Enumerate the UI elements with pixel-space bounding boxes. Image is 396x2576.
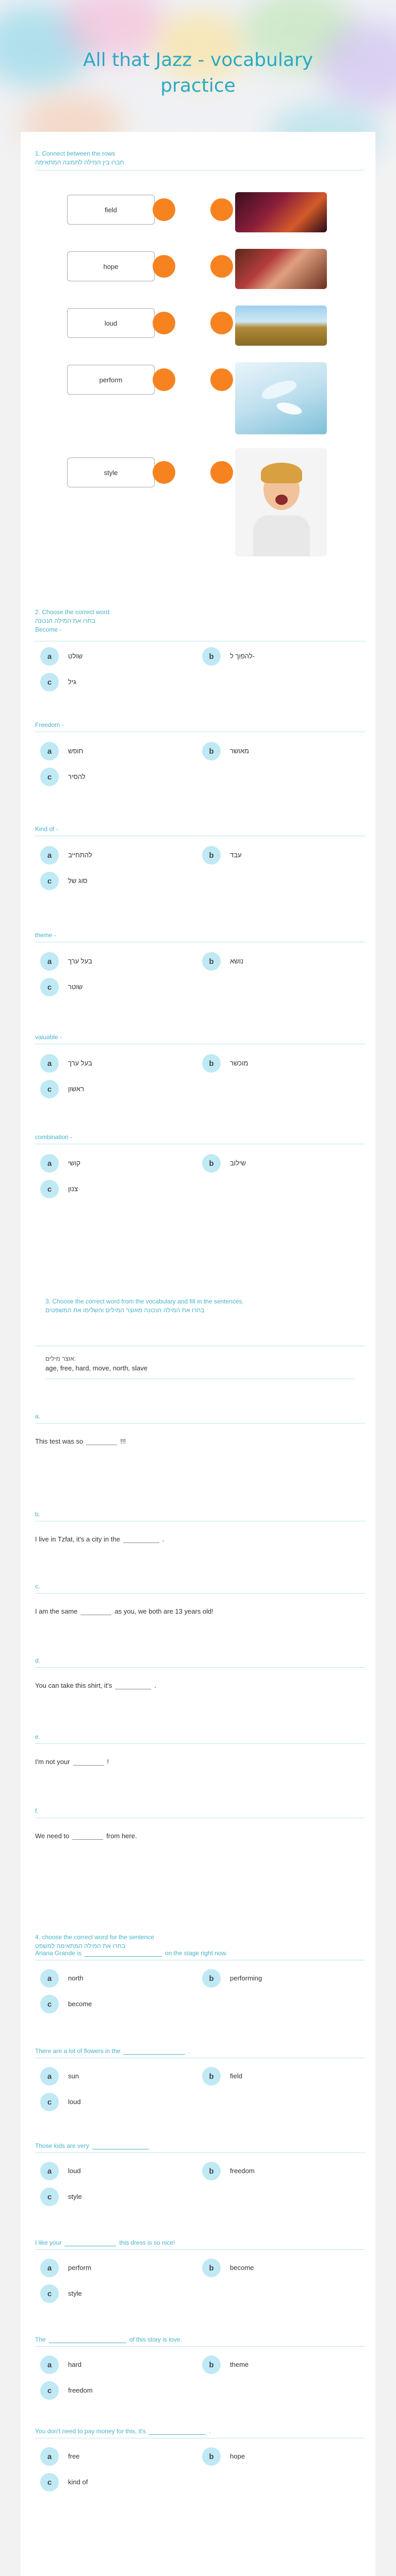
option-badge-b[interactable]: b xyxy=(202,846,221,865)
option-text[interactable]: style xyxy=(68,2193,82,2200)
match-word-field[interactable]: field xyxy=(67,195,155,225)
word-bank-label: אוצר מילים: xyxy=(45,1355,76,1362)
option-badge-b[interactable]: b xyxy=(202,1154,221,1173)
option-text[interactable]: חופש xyxy=(68,747,84,755)
option-badge-a[interactable]: a xyxy=(40,742,59,760)
option-text[interactable]: style xyxy=(68,2290,82,2297)
item-prompt: valuable - xyxy=(35,1033,62,1041)
option-badge-a[interactable]: a xyxy=(40,2447,59,2466)
option-badge-a[interactable]: a xyxy=(40,846,59,865)
match-dot-right[interactable] xyxy=(210,312,233,334)
image-shouting-boy xyxy=(235,448,327,556)
option-badge-c[interactable]: c xyxy=(40,2284,59,2303)
item-prompt: combination - xyxy=(35,1133,73,1141)
match-dot-left[interactable] xyxy=(153,461,175,484)
option-text[interactable]: field xyxy=(230,2072,242,2080)
option-badge-c[interactable]: c xyxy=(40,2093,59,2111)
item-prompt: theme - xyxy=(35,931,56,939)
option-text[interactable]: performing xyxy=(230,1974,262,1982)
option-badge-a[interactable]: a xyxy=(40,1054,59,1073)
image-dancers xyxy=(235,249,327,289)
option-badge-a[interactable]: a xyxy=(40,2259,59,2277)
option-text[interactable]: שוטר xyxy=(68,983,83,991)
option-text[interactable]: loud xyxy=(68,2167,81,2175)
select-sentence xyxy=(35,1950,227,1957)
option-text[interactable]: שילוב xyxy=(230,1159,246,1167)
select-sentence xyxy=(35,2047,190,2055)
section-4-question xyxy=(35,1933,365,1951)
select-sentence xyxy=(35,2336,182,2343)
divider xyxy=(35,2249,365,2250)
option-badge-b[interactable]: b xyxy=(202,2355,221,2374)
word-bank: age, free, hard, move, north, slave xyxy=(45,1364,147,1372)
divider xyxy=(35,1743,365,1744)
fill-blank[interactable] xyxy=(123,1536,159,1543)
sentence-end: from here. xyxy=(106,1832,137,1840)
option-badge-b[interactable]: b xyxy=(202,952,221,971)
sentence-end: of this story is love. xyxy=(129,2336,182,2343)
question-he: בחרו את המילה הנכונה xyxy=(35,617,96,624)
answer-blank xyxy=(149,2428,206,2435)
option-text[interactable]: מאושר xyxy=(230,747,249,755)
option-badge-c[interactable]: c xyxy=(40,2473,59,2492)
sentence-start: This test was so xyxy=(35,1437,84,1445)
option-badge-b[interactable]: b xyxy=(202,647,221,666)
option-text[interactable]: freedom xyxy=(68,2386,93,2394)
question-he: בחרו את המילה המתאימה למשפט xyxy=(35,1942,126,1950)
option-badge-b[interactable]: b xyxy=(202,2067,221,2086)
select-sentence xyxy=(35,2428,210,2435)
question-en: 1. Connect between the rows xyxy=(35,150,116,157)
option-text[interactable]: loud xyxy=(68,2098,81,2106)
answer-blank xyxy=(85,1950,162,1957)
item-prompt: Freedom - xyxy=(35,721,64,728)
sentence-start: You don't need to pay money for this, it's xyxy=(35,2428,146,2435)
item-prompt: Kind of - xyxy=(35,825,58,833)
divider xyxy=(35,170,365,171)
item-letter: e. xyxy=(35,1733,41,1740)
option-badge-a[interactable]: a xyxy=(40,2067,59,2086)
option-badge-c[interactable]: c xyxy=(40,2381,59,2400)
option-badge-a[interactable]: a xyxy=(40,2162,59,2180)
option-badge-c[interactable]: c xyxy=(40,2188,59,2206)
item-letter: d. xyxy=(35,1657,41,1664)
fill-sentence xyxy=(35,1758,109,1766)
option-badge-a[interactable]: a xyxy=(40,1154,59,1173)
option-text[interactable]: להסיר xyxy=(68,773,86,781)
sentence-start: Ariana Grande is xyxy=(35,1950,82,1957)
image-wheat-field xyxy=(235,306,327,346)
option-text[interactable]: סוג של xyxy=(68,877,88,885)
title-line-2: practice xyxy=(160,75,236,96)
sentence-start: The xyxy=(35,2336,46,2343)
option-badge-c[interactable]: c xyxy=(40,1080,59,1098)
page-title xyxy=(0,47,396,99)
option-badge-b[interactable]: b xyxy=(202,742,221,760)
question-en: 4. choose the correct word for the sentence xyxy=(35,1934,154,1941)
item-letter: f. xyxy=(35,1807,39,1815)
option-badge-c[interactable]: c xyxy=(40,872,59,890)
answer-blank xyxy=(123,2047,185,2055)
sentence-end: ! xyxy=(107,1758,109,1766)
option-badge-a[interactable]: a xyxy=(40,647,59,666)
sentence-start: Those kids are very xyxy=(35,2142,89,2149)
sentence-start: You can take this shirt, it's xyxy=(35,1682,112,1689)
option-text[interactable]: עבד xyxy=(230,851,242,859)
sentence-end: . xyxy=(154,1682,157,1689)
fill-blank[interactable] xyxy=(72,1833,103,1840)
option-badge-c[interactable]: c xyxy=(40,1180,59,1198)
option-badge-c[interactable]: c xyxy=(40,673,59,691)
image-birds-flying xyxy=(235,362,327,434)
fill-blank[interactable] xyxy=(80,1608,111,1615)
divider xyxy=(35,1667,365,1668)
sentence-start: There are a lot of flowers in the xyxy=(35,2047,121,2055)
option-text[interactable]: hard xyxy=(68,2361,82,2368)
option-text[interactable]: נושא xyxy=(230,957,244,965)
sentence-start: We need to xyxy=(35,1832,70,1840)
option-text[interactable]: hope xyxy=(230,2452,245,2460)
fill-sentence xyxy=(35,1682,156,1689)
question-he: חברו בין המילה לתמונה המתאימה xyxy=(35,159,124,166)
option-text[interactable]: theme xyxy=(230,2361,249,2368)
sentence-start: I am the same xyxy=(35,1607,78,1615)
option-badge-b[interactable]: b xyxy=(202,2162,221,2180)
option-text[interactable]: בעל ערך xyxy=(68,957,92,965)
match-dot-left[interactable] xyxy=(153,312,175,334)
option-text[interactable]: free xyxy=(68,2452,80,2460)
item-letter: c. xyxy=(35,1583,40,1590)
option-text[interactable]: שולט xyxy=(68,652,83,660)
sentence-end: . xyxy=(188,2047,190,2055)
question-he: בחרו את המילה הנכונה מאוצר המילים והשלימו את המשפטים xyxy=(45,1307,205,1314)
fill-blank[interactable] xyxy=(86,1438,117,1445)
question-en: 3. Choose the correct word from the vocabulary and fill in the sentences. xyxy=(45,1298,244,1305)
section-3-question xyxy=(45,1297,355,1315)
option-badge-a[interactable]: a xyxy=(40,2355,59,2374)
sentence-end: on the stage right now. xyxy=(165,1950,227,1957)
sentence-end: as you, we both are 13 years old! xyxy=(114,1607,213,1615)
image-concert-stage xyxy=(235,192,327,232)
option-text[interactable]: גיל xyxy=(68,678,76,686)
item-prompt: Become - xyxy=(35,626,62,633)
option-text[interactable]: ראשון xyxy=(68,1085,85,1093)
section-2-question xyxy=(35,608,365,634)
option-badge-b[interactable]: b xyxy=(202,1969,221,1988)
option-badge-a[interactable]: a xyxy=(40,952,59,971)
fill-sentence xyxy=(35,1607,213,1615)
sentence-end: !!! xyxy=(120,1437,126,1445)
option-badge-b[interactable]: b xyxy=(202,1054,221,1073)
option-text[interactable]: קושי xyxy=(68,1159,80,1167)
fill-sentence xyxy=(35,1832,137,1840)
match-dot-left[interactable] xyxy=(153,198,175,221)
match-word-hope[interactable]: hope xyxy=(67,251,155,281)
sentence-start: I'm not your xyxy=(35,1758,70,1766)
item-letter: b. xyxy=(35,1511,41,1518)
match-dot-left[interactable] xyxy=(153,255,175,278)
divider xyxy=(35,2346,365,2347)
option-badge-a[interactable]: a xyxy=(40,1969,59,1988)
match-word-perform[interactable]: perform xyxy=(67,365,155,395)
answer-blank xyxy=(92,2142,149,2149)
select-sentence xyxy=(35,2142,152,2149)
option-text[interactable]: kind of xyxy=(68,2478,88,2486)
sentence-start: I live in Tzfat, it's a city in the xyxy=(35,1535,120,1543)
title-line-1: All that Jazz - vocabulary xyxy=(83,49,313,71)
fill-sentence xyxy=(35,1535,164,1543)
option-text[interactable]: freedom xyxy=(230,2167,255,2175)
sentence-end: . xyxy=(162,1535,164,1543)
answer-blank xyxy=(49,2336,126,2343)
option-text[interactable]: מוכשר xyxy=(230,1059,249,1067)
option-text[interactable]: north xyxy=(68,1974,84,1982)
option-badge-c[interactable]: c xyxy=(40,768,59,786)
divider xyxy=(35,1593,365,1594)
answer-blank xyxy=(64,2239,116,2246)
select-sentence xyxy=(35,2239,175,2246)
option-text[interactable]: sun xyxy=(68,2072,79,2080)
option-text[interactable]: perform xyxy=(68,2264,91,2272)
option-badge-b[interactable]: b xyxy=(202,2259,221,2277)
option-badge-b[interactable]: b xyxy=(202,2447,221,2466)
option-badge-c[interactable]: c xyxy=(40,1995,59,2013)
option-text[interactable]: להתחייב xyxy=(68,851,92,859)
match-word-style[interactable]: style xyxy=(67,457,155,487)
match-dot-right[interactable] xyxy=(210,198,233,221)
option-badge-c[interactable]: c xyxy=(40,978,59,996)
match-dot-left[interactable] xyxy=(153,368,175,391)
sentence-start: I like your xyxy=(35,2239,62,2246)
fill-blank[interactable] xyxy=(73,1758,104,1766)
option-text[interactable]: become xyxy=(68,2000,92,2008)
match-dot-right[interactable] xyxy=(210,368,233,391)
item-letter: a. xyxy=(35,1413,41,1420)
sentence-end: this dress is so nice! xyxy=(119,2239,175,2246)
option-text[interactable]: become xyxy=(230,2264,254,2272)
option-text[interactable]: בעל ערך xyxy=(68,1059,92,1067)
match-dot-right[interactable] xyxy=(210,255,233,278)
option-text[interactable]: צנון xyxy=(68,1185,78,1193)
section-1-question xyxy=(35,149,365,167)
match-dot-right[interactable] xyxy=(210,461,233,484)
fill-sentence xyxy=(35,1437,126,1445)
match-word-loud[interactable]: loud xyxy=(67,308,155,338)
sentence-end: . xyxy=(208,2428,211,2435)
fill-blank[interactable] xyxy=(115,1682,151,1689)
question-en: 2. Choose the correct word xyxy=(35,608,110,616)
option-text[interactable]: להפוך ל- xyxy=(230,652,255,660)
